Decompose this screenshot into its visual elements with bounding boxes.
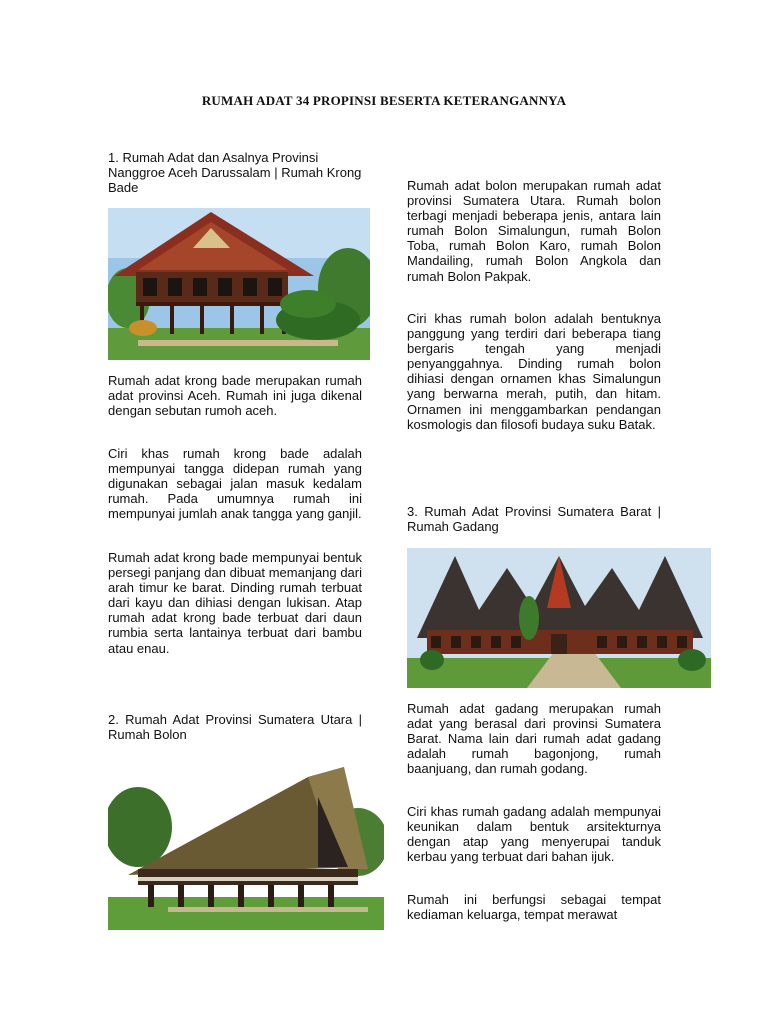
section-1-paragraph-3: Rumah adat krong bade mempunyai bentuk persegi panjang dan dibuat memanjang dari arah timur ke barat. Dinding rumah terbuat dari kayu dan dihiasi dengan lukisan. Atap rumah adat krong bade terbuat dari daun rumbia serta lantainya terbuat dari bambu atau enau. [108, 550, 362, 656]
section-1-paragraph-2: Ciri khas rumah krong bade adalah mempunyai tangga didepan rumah yang digunakan sebagai jalan masuk kedalam rumah. Pada umumnya rumah ini mempunyai jumlah anak tangga yang ganjil. [108, 446, 362, 522]
section-2-paragraph-1: Rumah adat bolon merupakan rumah adat provinsi Sumatera Utara. Rumah bolon terbagi menjadi beberapa jenis, antara lain rumah Bolon Simalungun, rumah Bolon Toba, rumah Bolon Karo, rumah Bolon Mandailing, rumah Bolon Angkola dan rumah Bolon Pakpak. [407, 178, 661, 284]
rumah-bolon-photo [108, 757, 384, 930]
section-1-heading: 1. Rumah Adat dan Asalnya Provinsi Nanggroe Aceh Darussalam | Rumah Krong Bade [108, 150, 362, 196]
section-3-paragraph-3: Rumah ini berfungsi sebagai tempat kediaman keluarga, tempat merawat [407, 892, 661, 923]
rumah-krong-bade-photo [108, 208, 370, 360]
section-3-heading: 3. Rumah Adat Provinsi Sumatera Barat | Rumah Gadang [407, 504, 661, 535]
section-3-paragraph-1: Rumah adat gadang merupakan rumah adat yang berasal dari provinsi Sumatera Barat. Nama lain dari rumah adat gadang adalah rumah bagonjong, rumah baanjuang, dan rumah godang. [407, 701, 661, 777]
section-2-heading: 2. Rumah Adat Provinsi Sumatera Utara | Rumah Bolon [108, 712, 362, 743]
section-3-paragraph-2: Ciri khas rumah gadang adalah mempunyai keunikan dalam bentuk arsitekturnya dengan atap yang menyerupai tanduk kerbau yang terbuat dari bahan ijuk. [407, 804, 661, 865]
document-title: RUMAH ADAT 34 PROPINSI BESERTA KETERANGANNYA [201, 93, 567, 108]
section-1-paragraph-1: Rumah adat krong bade merupakan rumah adat provinsi Aceh. Rumah ini juga dikenal dengan sebutan rumoh aceh. [108, 373, 362, 419]
section-2-paragraph-2: Ciri khas rumah bolon adalah bentuknya panggung yang terdiri dari beberapa tiang bergaris tengah yang menjadi penyanggahnya. Dinding rumah bolon dihiasi dengan ornamen khas Simalungun yang berwarna merah, putih, dan hitam. Ornamen ini menggambarkan pendangan kosmologis dan filosofi budaya suku Batak. [407, 311, 661, 432]
rumah-gadang-photo [407, 548, 711, 688]
